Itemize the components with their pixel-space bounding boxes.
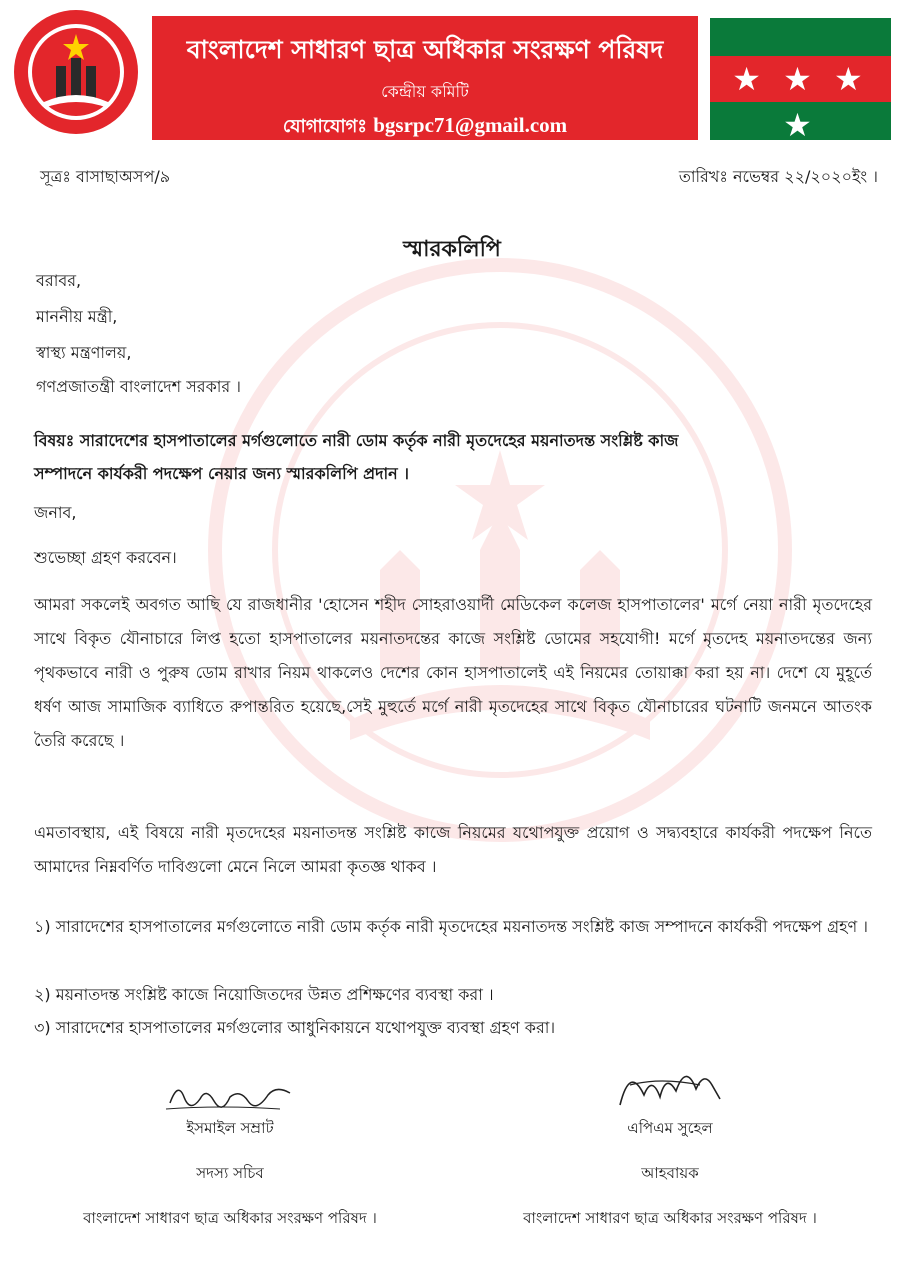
signatory-name: ইসমাইল সম্রাট [186,1119,274,1137]
addressee-line: বরাবর, [36,271,82,290]
flag [710,18,891,144]
organization-logo [12,8,140,136]
watermark-emblem [200,250,800,850]
contact-line [152,112,698,143]
greeting: শুভেচ্ছা গ্রহণ করবেন। [34,548,177,567]
addressee-line: মাননীয় মন্ত্রী, [36,307,118,326]
signatory-role: আহবায়ক [641,1164,699,1182]
reference-number: সূত্রঃ বাসাছাঅসপ/৯ [40,167,171,186]
signatory-name: এপিএম সুহেল [627,1119,713,1137]
signatory-organization: বাংলাদেশ সাধারণ ছাত্র অধিকার সংরক্ষণ পরিষদ । [83,1209,377,1227]
subject [34,424,874,490]
committee-name: কেন্দ্রীয় কমিটি [381,82,469,101]
demand-item-1: ১) সারাদেশের হাসপাতালের মর্গগুলোতে নারী ডোম কর্তৃক নারী মৃতদেহের ময়নাতদন্ত সংশ্লিষ্ট কাজ সম্পাদনে কার্যকরী পদক্ষেপ গ্রহণ । [34,917,868,936]
addressee-line: গণপ্রজাতন্ত্রী বাংলাদেশ সরকার । [36,377,242,396]
signature-right [600,1055,740,1115]
body-paragraph-2: এমতাবস্থায়, এই বিষয়ে নারী মৃতদেহের ময়নাতদন্ত সংশ্লিষ্ট কাজে নিয়মের যথোপযুক্ত প্রয়োগ ও সদ্ব্যবহারে কার্যকরী পদক্ষেপ নিতে আমাদের নিম্নবর্ণিত দাবিগুলো মেনে নিলে আমরা কৃতজ্ঞ থাকব । [34,823,872,876]
demand-item-3: ৩) সারাদেশের হাসপাতালের মর্গগুলোর আধুনিকায়নে যথোপযুক্ত ব্যবস্থা গ্রহণ করা। [34,1018,556,1037]
signatory-left [40,1075,420,1232]
signatory-right [480,1055,860,1232]
contact-email: bgsrpc71@gmail.com [373,113,568,137]
signatory-organization: বাংলাদেশ সাধারণ ছাত্র অধিকার সংরক্ষণ পরিষদ । [523,1209,817,1227]
body-paragraph-1: আমরা সকলেই অবগত আছি যে রাজধানীর 'হোসেন শহীদ সোহরাওয়ার্দী মেডিকেল কলেজ হাসপাতালের' মর্গে নেয়া নারী মৃতদেহের সাথে বিকৃত যৌনাচারে লিপ্ত হতো হাসপাতালের ময়নাতদন্তের কাজে সংশ্লিষ্ট ডোমের সহযোগী! মর্গে মৃতদেহ ময়নাতদন্তের জন্য পৃথকভাবে নারী ও পুরুষ ডোম রাখার নিয়ম থাকলেও দেশের কোন হাসপাতালেই এই নিয়মের তোয়াক্কা করা হয় না। দেশে যে মুহূর্তে ধর্ষণ আজ সামাজিক ব্যাধিতে রুপান্তরিত হয়েছে,সেই মুহুর্তে মর্গে নারী মৃতদেহের সাথে বিকৃত যৌনাচারের ঘটনাটি জনমনে আতংক তৈরি করেছে । [34,595,872,750]
addressee-line: স্বাস্থ্য মন্ত্রণালয়, [36,343,132,362]
flag-stars: ★ ★ ★ ★ [710,56,891,102]
flag-green-top [710,18,891,56]
organization-title: বাংলাদেশ সাধারণ ছাত্র অধিকার সংরক্ষণ পরিষদ [186,35,664,64]
signatory-role: সদস্য সচিব [196,1164,264,1182]
salutation: জনাব, [34,503,77,522]
demand-item-2: ২) ময়নাতদন্ত সংশ্লিষ্ট কাজে নিয়োজিতদের উন্নত প্রশিক্ষণের ব্যবস্থা করা । [34,985,494,1004]
contact-label: যোগাযোগঃ [282,116,367,137]
signature-left [160,1075,300,1115]
header-banner [152,16,698,140]
subject-line-2: সম্পাদনে কার্যকরী পদক্ষেপ নেয়ার জন্য স্মারকলিপি প্রদান । [34,464,410,483]
letter-date: তারিখঃ নভেম্বর ২২/২০২০ইং । [678,167,878,186]
memo-title: স্মারকলিপি [403,237,501,262]
subject-line-1: বিষয়ঃ সারাদেশের হাসপাতালের মর্গগুলোতে নারী ডোম কর্তৃক নারী মৃতদেহের ময়নাতদন্ত সংশ্লিষ্ট কাজ [34,431,679,450]
